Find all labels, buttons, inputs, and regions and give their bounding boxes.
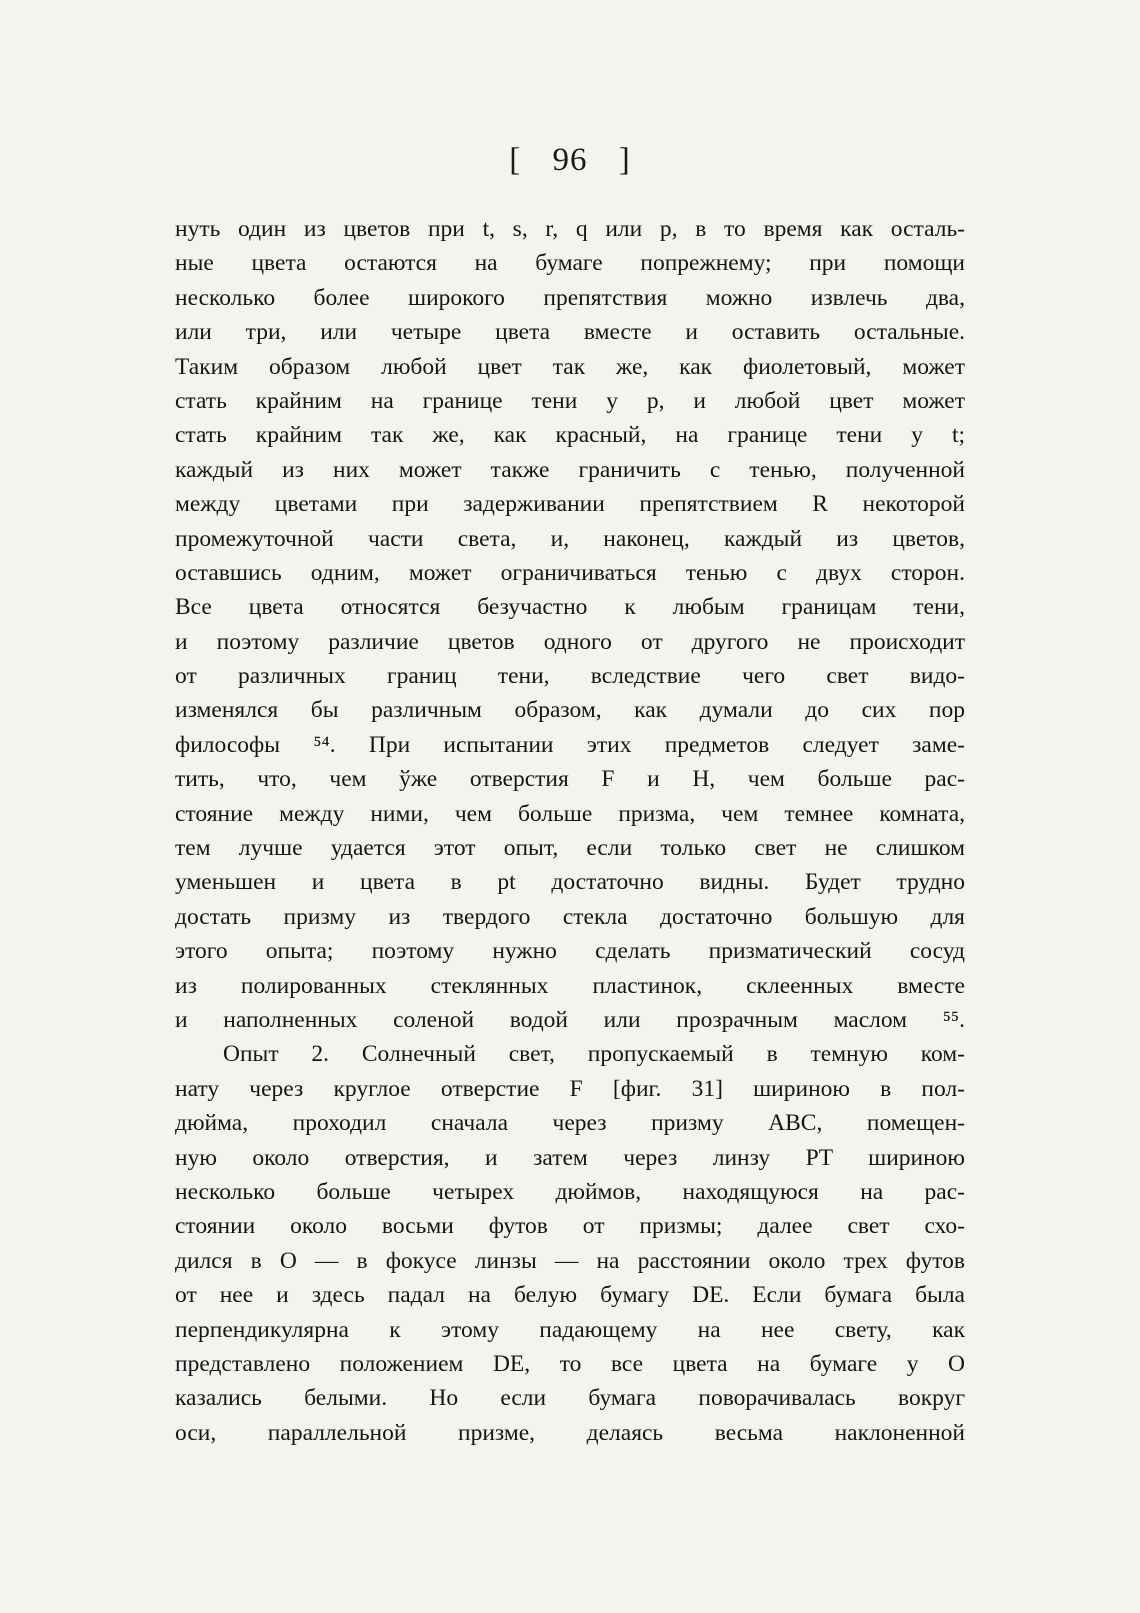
paragraph-2 [175, 1037, 965, 1450]
text-line: тить, что, чем ўже отверстия F и H, чем больше рас- [175, 766, 965, 793]
text-line: от различных границ тени, вследствие чего свет видо- [175, 663, 965, 690]
text-line: тем лучше удается этот опыт, если только свет не слишком [175, 835, 965, 862]
text-line: ные цвета остаются на бумаге попрежнему; при помощи [175, 250, 965, 277]
text-line: дился в O — в фокусе линзы — на расстоянии около трех футов [175, 1247, 965, 1274]
text-line: стать крайним так же, как красный, на границе тени у t; [175, 422, 965, 449]
text-line: из полированных стеклянных пластинок, склеенных вместе [175, 972, 965, 999]
body-text [175, 212, 965, 1450]
text-line: изменялся бы различным образом, как думали до сих пор [175, 697, 965, 724]
text-line: оставшись одним, может ограничиваться тенью с двух сторон. [175, 559, 965, 586]
text-line: стоянии около восьми футов от призмы; далее свет схо- [175, 1213, 965, 1240]
text-line: Таким образом любой цвет так же, как фиолетовый, может [175, 353, 965, 380]
text-line: и поэтому различие цветов одного от другого не происходит [175, 628, 965, 655]
text-line: Опыт 2. Солнечный свет, пропускаемый в темную ком- [223, 1041, 965, 1068]
text-line: и наполненных соленой водой или прозрачным маслом ⁵⁵. [175, 1006, 965, 1033]
text-line: промежуточной части света, и, наконец, каждый из цветов, [175, 525, 965, 552]
text-line: уменьшен и цвета в pt достаточно видны. Будет трудно [175, 869, 965, 896]
text-line: ную около отверстия, и затем через линзу PT шириною [175, 1144, 965, 1171]
text-line: нуть один из цветов при t, s, r, q или p, в то время как осталь- [175, 216, 965, 242]
text-line: между цветами при задерживании препятствием R некоторой [175, 491, 965, 518]
text-line: казались белыми. Но если бумага поворачивалась вокруг [175, 1385, 965, 1412]
text-line: несколько более широкого препятствия можно извлечь два, [175, 284, 965, 311]
text-line: достать призму из твердого стекла достаточно большую для [175, 903, 965, 930]
page-number: [ 96 ] [509, 142, 631, 178]
text-line: нату через круглое отверстие F [фиг. 31] шириною в пол- [175, 1075, 965, 1102]
text-line: дюйма, проходил сначала через призму ABC, помещен- [175, 1110, 965, 1137]
text-line: перпендикулярна к этому падающему на нее свету, как [175, 1316, 965, 1343]
text-line: этого опыта; поэтому нужно сделать призматический сосуд [175, 938, 965, 965]
text-line: оси, параллельной призме, делаясь весьма наклоненной [175, 1419, 965, 1446]
text-line: или три, или четыре цвета вместе и оставить остальные. [175, 319, 965, 346]
text-line: стать крайним на границе тени у p, и любой цвет может [175, 387, 965, 414]
text-line: представлено положением DE, то все цвета на бумаге у O [175, 1350, 965, 1377]
paragraph-1 [175, 212, 965, 1037]
text-line: от нее и здесь падал на белую бумагу DE. Если бумага была [175, 1282, 965, 1309]
text-line: каждый из них может также граничить с тенью, полученной [175, 456, 965, 483]
text-line: философы ⁵⁴. При испытании этих предметов следует заме- [175, 731, 965, 758]
text-line: Все цвета относятся безучастно к любым границам тени, [175, 594, 965, 621]
text-line: стояние между ними, чем больше призма, чем темнее комната, [175, 800, 965, 827]
text-line: несколько больше четырех дюймов, находящуюся на рас- [175, 1178, 965, 1205]
